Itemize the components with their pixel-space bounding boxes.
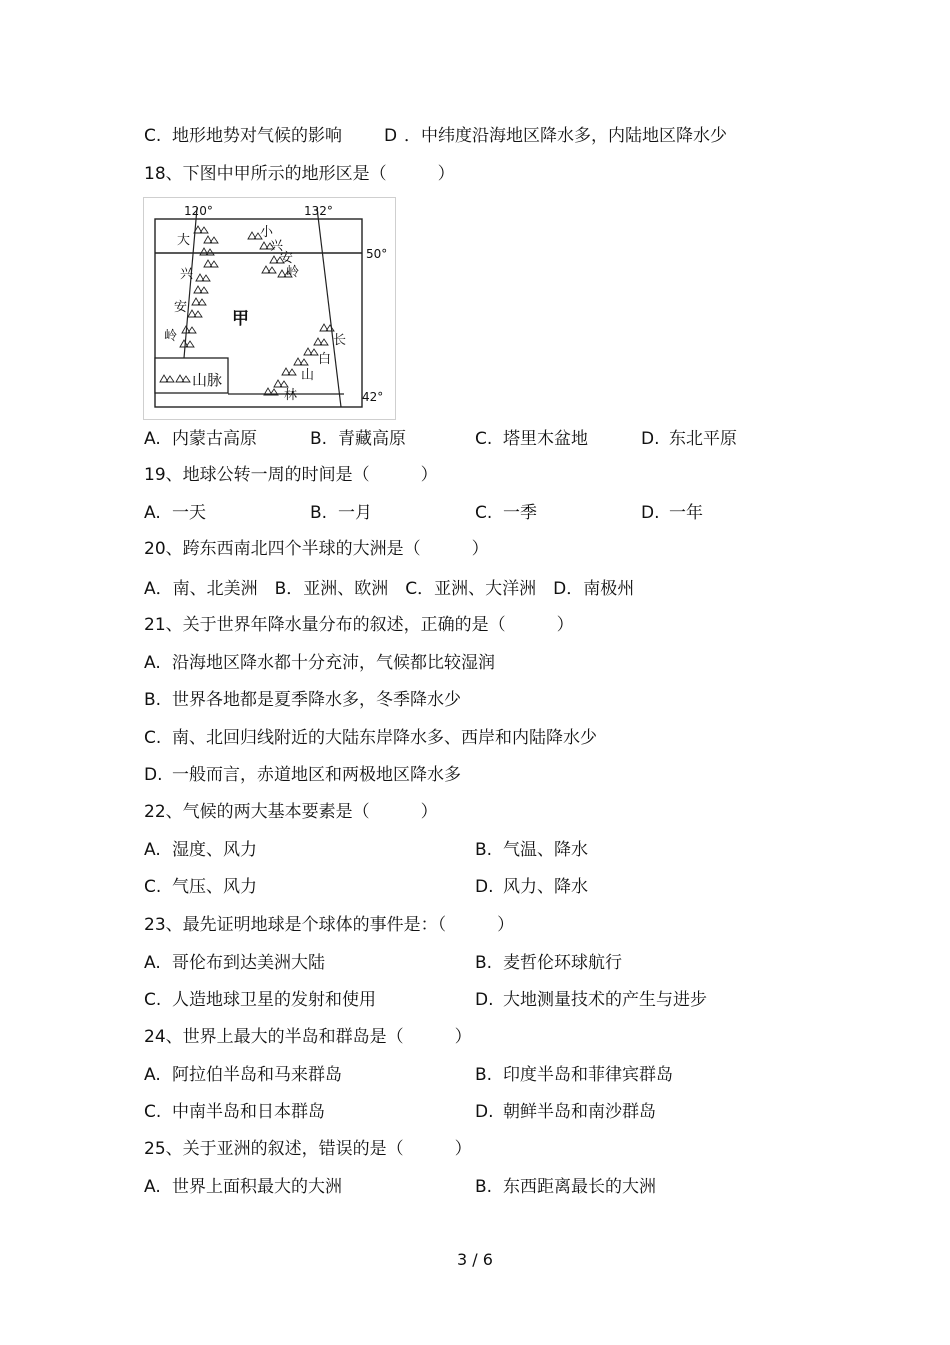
q23-stem: 23、最先证明地球是个球体的事件是：（ ） bbox=[144, 915, 515, 935]
q23-option-d[interactable]: D. 大地测量技术的产生与进步 bbox=[475, 990, 707, 1010]
q19-option-a[interactable]: A. 一天 bbox=[144, 503, 206, 523]
lat-50-label: 50° bbox=[366, 247, 388, 261]
q23-option-c[interactable]: C. 人造地球卫星的发射和使用 bbox=[144, 990, 376, 1010]
lon-132-label: 132° bbox=[304, 204, 333, 218]
q24-option-b[interactable]: B. 印度半岛和菲律宾群岛 bbox=[475, 1065, 673, 1085]
q24-option-c[interactable]: C. 中南半岛和日本群岛 bbox=[144, 1102, 325, 1122]
lon-120-label: 120° bbox=[184, 204, 213, 218]
label-an: 安 bbox=[174, 300, 188, 315]
q17-option-d: D ．中纬度沿海地区降水多，内陆地区降水少 bbox=[384, 126, 727, 146]
q18-option-a[interactable]: A. 内蒙古高原 bbox=[144, 429, 257, 449]
label-ling2: 岭 bbox=[286, 265, 300, 280]
q20-stem: 20、跨东西南北四个半球的大洲是（ ） bbox=[144, 539, 489, 559]
range-box-label: 山脉 bbox=[192, 371, 223, 389]
label-an2: 安 bbox=[280, 251, 294, 266]
label-ling1: 岭 bbox=[164, 329, 178, 344]
q25-stem: 25、关于亚洲的叙述，错误的是（ ） bbox=[144, 1139, 472, 1159]
label-xing1: 兴 bbox=[180, 267, 194, 282]
q21-option-d[interactable]: D. 一般而言，赤道地区和两极地区降水多 bbox=[144, 765, 461, 785]
label-chang: 长 bbox=[333, 333, 347, 348]
label-da: 大 bbox=[177, 233, 191, 248]
q21-option-a[interactable]: A. 沿海地区降水都十分充沛，气候都比较湿润 bbox=[144, 653, 495, 673]
label-xing2: 兴 bbox=[270, 239, 284, 254]
label-xiao: 小 bbox=[260, 225, 274, 240]
q22-stem: 22、气候的两大基本要素是（ ） bbox=[144, 802, 438, 822]
q17-option-c: C. 地形地势对气候的影响 bbox=[144, 126, 342, 146]
q23-option-a[interactable]: A. 哥伦布到达美洲大陆 bbox=[144, 953, 325, 973]
q20-options-line[interactable]: A．南、北美洲 B．亚洲、欧洲 C．亚洲、大洋洲 D．南极州 bbox=[144, 579, 635, 599]
q21-option-b[interactable]: B. 世界各地都是夏季降水多，冬季降水少 bbox=[144, 690, 461, 710]
meridian-132-line bbox=[317, 208, 341, 407]
q24-stem: 24、世界上最大的半岛和群岛是（ ） bbox=[144, 1027, 472, 1047]
q19-option-d[interactable]: D. 一年 bbox=[641, 503, 703, 523]
q18-stem: 18、下图中甲所示的地形区是（ ） bbox=[144, 164, 455, 184]
q22-option-a[interactable]: A. 湿度、风力 bbox=[144, 840, 257, 860]
q25-option-b[interactable]: B. 东西距离最长的大洲 bbox=[475, 1177, 656, 1197]
lat-42-label: 42° bbox=[362, 390, 384, 404]
q19-option-b[interactable]: B. 一月 bbox=[310, 503, 372, 523]
q18-option-c[interactable]: C. 塔里木盆地 bbox=[475, 429, 588, 449]
q19-option-c[interactable]: C. 一季 bbox=[475, 503, 537, 523]
page-number: 3 / 6 bbox=[457, 1250, 493, 1269]
q24-option-d[interactable]: D. 朝鲜半岛和南沙群岛 bbox=[475, 1102, 656, 1122]
q25-option-a[interactable]: A. 世界上面积最大的大洲 bbox=[144, 1177, 342, 1197]
q19-stem: 19、地球公转一周的时间是（ ） bbox=[144, 465, 438, 485]
q24-option-a[interactable]: A. 阿拉伯半岛和马来群岛 bbox=[144, 1065, 342, 1085]
q22-option-b[interactable]: B. 气温、降水 bbox=[475, 840, 588, 860]
northeast-china-map bbox=[143, 197, 396, 420]
q22-option-c[interactable]: C. 气压、风力 bbox=[144, 877, 257, 897]
label-shan: 山 bbox=[301, 368, 315, 383]
q23-option-b[interactable]: B. 麦哲伦环球航行 bbox=[475, 953, 622, 973]
jia-label: 甲 bbox=[232, 309, 249, 329]
label-lin: 林 bbox=[284, 388, 298, 403]
q22-option-d[interactable]: D. 风力、降水 bbox=[475, 877, 588, 897]
q21-stem: 21、关于世界年降水量分布的叙述，正确的是（ ） bbox=[144, 615, 574, 635]
q21-option-c[interactable]: C. 南、北回归线附近的大陆东岸降水多、西岸和内陆降水少 bbox=[144, 728, 597, 748]
label-bai: 白 bbox=[318, 352, 332, 367]
q18-option-b[interactable]: B. 青藏高原 bbox=[310, 429, 406, 449]
q18-option-d[interactable]: D. 东北平原 bbox=[641, 429, 737, 449]
